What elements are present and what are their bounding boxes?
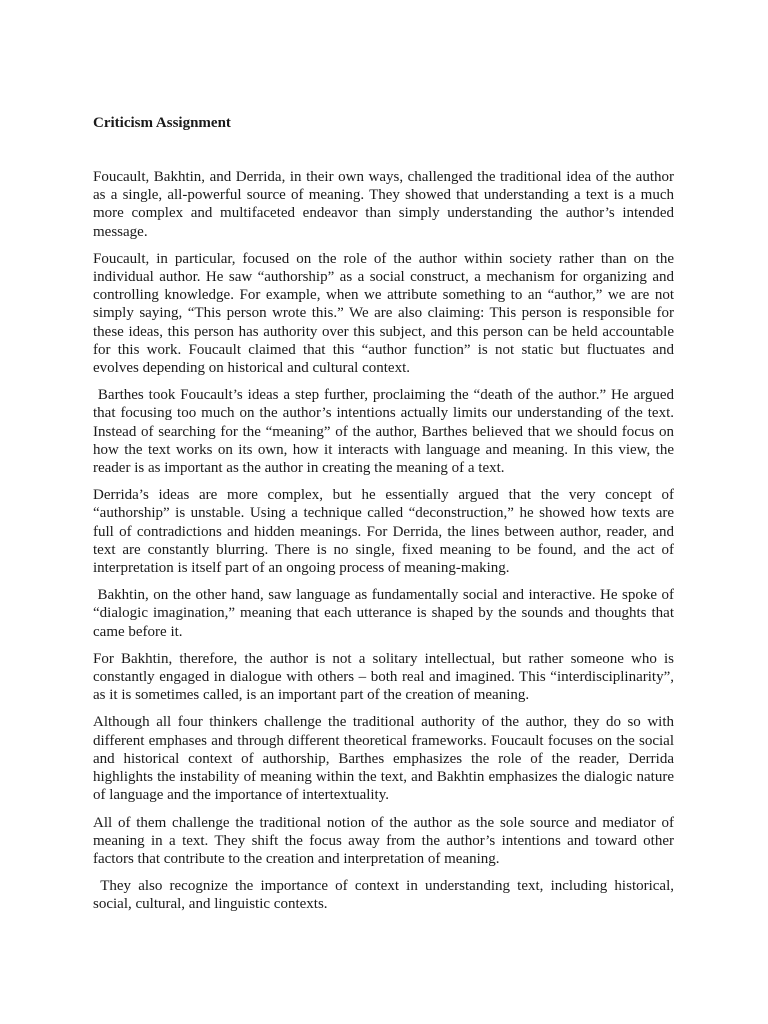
paragraph-2: Foucault, in particular, focused on the role of the author within society rather than on the individual author. He saw “authorship” as a social construct, a mechanism for organizing and controlling knowledge. For example, when we attribute something to an “author,” we are not simply saying, “This person wrote this.” We are also claiming: This person is responsible for these ideas, this person has authority over this subject, and this person can be held accountable for this work. Foucault claimed that this “author function” is not static but fluctuates and evolves depending on historical and cultural context. [93, 250, 674, 377]
paragraph-6: For Bakhtin, therefore, the author is not a solitary intellectual, but rather someone who is constantly engaged in dialogue with others – both real and imagined. This “interdisciplinarity”, as it is sometimes called, is an important part of the creation of meaning. [93, 650, 674, 704]
paragraph-9: They also recognize the importance of context in understanding text, including historical, social, cultural, and linguistic contexts. [93, 878, 678, 913]
document-title: Criticism Assignment [93, 115, 231, 131]
paragraph-1: Foucault, Bakhtin, and Derrida, in their own ways, challenged the traditional idea of the author as a single, all-powerful source of meaning. They showed that understanding a text is a much more complex and multifaceted endeavor than simply understanding the author’s intended message. [93, 169, 674, 240]
title-spacer [93, 132, 674, 168]
document-page [93, 114, 678, 923]
paragraph-8: All of them challenge the traditional notion of the author as the sole source and mediator of meaning in a text. They shift the focus away from the author’s intentions and toward other factors that contribute to the creation and interpretation of meaning. [93, 814, 674, 867]
paragraph-3: Barthes took Foucault’s ideas a step further, proclaiming the “death of the author.” He argued that focusing too much on the author’s intentions actually limits our understanding of the text. Instead of searching for the “meaning” of the author, Barthes believed that we should focus on how the text works on its own, how it interacts with language and meaning. In this view, the reader is as important as the author in creating the meaning of a text. [93, 387, 678, 477]
paragraph-7: Although all four thinkers challenge the traditional authority of the author, they do so with different emphases and through different theoretical frameworks. Foucault focuses on the social and historical context of authorship, Barthes emphasizes the role of the reader, Derrida highlights the instability of meaning within the text, and Bakhtin emphasizes the dialogic nature of language and the importance of intertextuality. [93, 714, 674, 804]
paragraph-4: Derrida’s ideas are more complex, but he essentially argued that the very concept of “authorship” is unstable. Using a technique called “deconstruction,” he showed how texts are full of contradictions and hidden meanings. For Derrida, the lines between author, reader, and text are constantly blurring. There is no single, fixed meaning to be found, and the act of interpretation is itself part of an ongoing process of meaning-making. [93, 487, 674, 577]
paragraph-5: Bakhtin, on the other hand, saw language as fundamentally social and interactive. He spoke of “dialogic imagination,” meaning that each utterance is shaped by the sounds and thoughts that came before it. [93, 587, 678, 640]
